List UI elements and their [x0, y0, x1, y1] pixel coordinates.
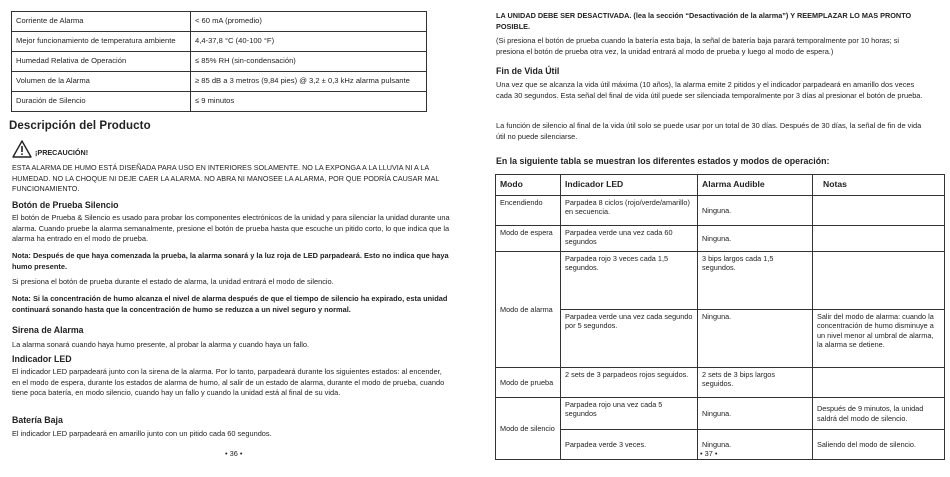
table-row: Modo de alarma Parpadea rojo 3 veces cada 1,5 segundos. 3 bips largos cada 1,5 segundos.	[496, 252, 945, 310]
page-number: • 37 •	[700, 449, 718, 458]
table-row: Corriente de Alarma < 60 mA (promedio)	[12, 12, 427, 32]
battery-paragraph: El indicador LED parpadeará en amarillo junto con un pitido cada 60 segundos.	[12, 429, 272, 438]
low-battery-note: (Si presiona el botón de prueba cuando la batería esta baja, la señal de batería baja parará temporalmente por 10 horas; si presiona el botón de prueba otra vez, la unidad entrará al modo de prueba y luego al modo de espera.)	[496, 36, 900, 56]
table-row: Parpadea verde 3 veces. Ninguna. Saliendo del modo de silencio.	[496, 430, 945, 460]
table-row: Modo de espera Parpadea verde una vez cada 60 segundos Ninguna.	[496, 226, 945, 252]
end-of-life-paragraph: Una vez que se alcanza la vida útil máxima (10 años), la alarma emite 2 pitidos y el indicador parpadeará en amarillo dos veces cada 30 segundos. Esta señal del final de vida útil puede ser silenciada temporalmente por 3 días al presionar el botón de prueba.	[496, 80, 923, 100]
column-header: Alarma Audible	[698, 175, 813, 196]
test-note-1: Nota: Después de que haya comenzada la prueba, la alarma sonará y la luz roja de LED parpadeará. Esto no indica que haya humo presente.	[12, 251, 449, 271]
heading-test-button: Botón de Prueba Silencio	[12, 200, 119, 210]
caution-text: ESTA ALARMA DE HUMO ESTÁ DISEÑADA PARA USO EN INTERIORES SOLAMENTE. NO LA EXPONGA A LA LLUVIA NI A LA HUMEDAD. NO LA CHOQUE NI DEJE CAER LA ALARMA. NO ABRA NI MANOSEE LA ALARMA, POR QUE PODRÍA CAUSAR MAL FUNCIONAMIENTO.	[12, 163, 440, 194]
led-paragraph: El indicador LED parpadeará junto con la sirena de la alarma. Por lo tanto, parpadeará durante los siguientes estados: al encender, en el modo de espera, durante los estados de alarma de humo, al salir de un estado de alarma, durante el modo de prueba, cuando tiene poca batería, en modo silencio, cuando hay un fallo y cuando la unidad está al final de su vida.	[12, 367, 445, 398]
table-header-row	[496, 175, 945, 196]
right-page	[475, 0, 950, 477]
siren-paragraph: La alarma sonará cuando haya humo presente, al probar la alarma y cuando haya un fallo.	[12, 340, 310, 349]
table-row: Volumen de la Alarma ≥ 85 dB a 3 metros (9,84 pies) @ 3,2 ± 0,3 kHz alarma pulsante	[12, 72, 427, 92]
page-number: • 36 •	[225, 449, 243, 458]
section-title: Descripción del Producto	[9, 120, 151, 132]
table-row: Parpadea verde una vez cada segundo por 5 segundos. Ninguna. Salir del modo de alarma: cuando la concentración de humo disminuye a un nivel menor al umbral de alarma, la alarma se detiene.	[496, 310, 945, 368]
test-paragraph: El botón de Prueba & Silencio es usado para probar los componentes electrónicos de la unidad y para silenciar la unidad durante una alarma. Cuando pruebe la alarma semanalmente, presione el botón de prueba hasta que escuche un pitido corto, lo que indica que la alarma ha entrado en el modo de prueba.	[12, 213, 450, 244]
spec-table	[11, 11, 427, 112]
column-header: Modo	[496, 175, 561, 196]
table-row: Mejor funcionamiento de temperatura ambiente 4,4-37,8 °C (40-100 °F)	[12, 32, 427, 52]
heading-led: Indicador LED	[12, 354, 72, 364]
heading-end-of-life: Fin de Vida Útil	[496, 66, 560, 76]
end-of-life-paragraph-2: La función de silencio al final de la vida útil solo se puede usar por un total de 30 días. Después de 30 días, la señal de fin de vida útil no puede silenciarse.	[496, 121, 922, 141]
column-header: Notas	[813, 175, 945, 196]
table-intro: En la siguiente tabla se muestran los diferentes estados y modos de operación:	[496, 156, 830, 166]
modes-table	[495, 174, 945, 460]
replace-warning: LA UNIDAD DEBE SER DESACTIVADA. (lea la sección “Desactivación de la alarma”) Y REEMPLAZAR LO MAS PRONTO POSIBLE.	[496, 11, 912, 31]
caution-heading	[12, 140, 88, 158]
warning-triangle-icon	[12, 140, 32, 158]
table-row: Encendiendo Parpadea 8 ciclos (rojo/verde/amarillo) en secuencia. Ninguna.	[496, 196, 945, 226]
test-note-2: Nota: Si la concentración de humo alcanza el nivel de alarma después de que el tiempo de silencio ha expirado, esta unidad continuará sonando hasta que la concentración de humo se reduzca a un nivel seguro y normal.	[12, 294, 448, 314]
caution-label: ¡PRECAUCIÓN!	[35, 148, 89, 157]
heading-low-battery: Batería Baja	[12, 415, 63, 425]
table-row: Humedad Relativa de Operación ≤ 85% RH (sin-condensación)	[12, 52, 427, 72]
heading-siren: Sirena de Alarma	[12, 325, 84, 335]
test-paragraph-2: Si presiona el botón de prueba durante el estado de alarma, la unidad entrará el modo de silencio.	[12, 277, 334, 286]
table-row: Duración de Silencio ≤ 9 minutos	[12, 92, 427, 112]
table-row: Modo de prueba 2 sets de 3 parpadeos rojos seguidos. 2 sets de 3 bips largos seguidos.	[496, 368, 945, 398]
column-header: Indicador LED	[561, 175, 698, 196]
table-row: Modo de silencio Parpadea rojo una vez cada 5 segundos Ninguna. Después de 9 minutos, la unidad saldrá del modo de silencio.	[496, 398, 945, 430]
